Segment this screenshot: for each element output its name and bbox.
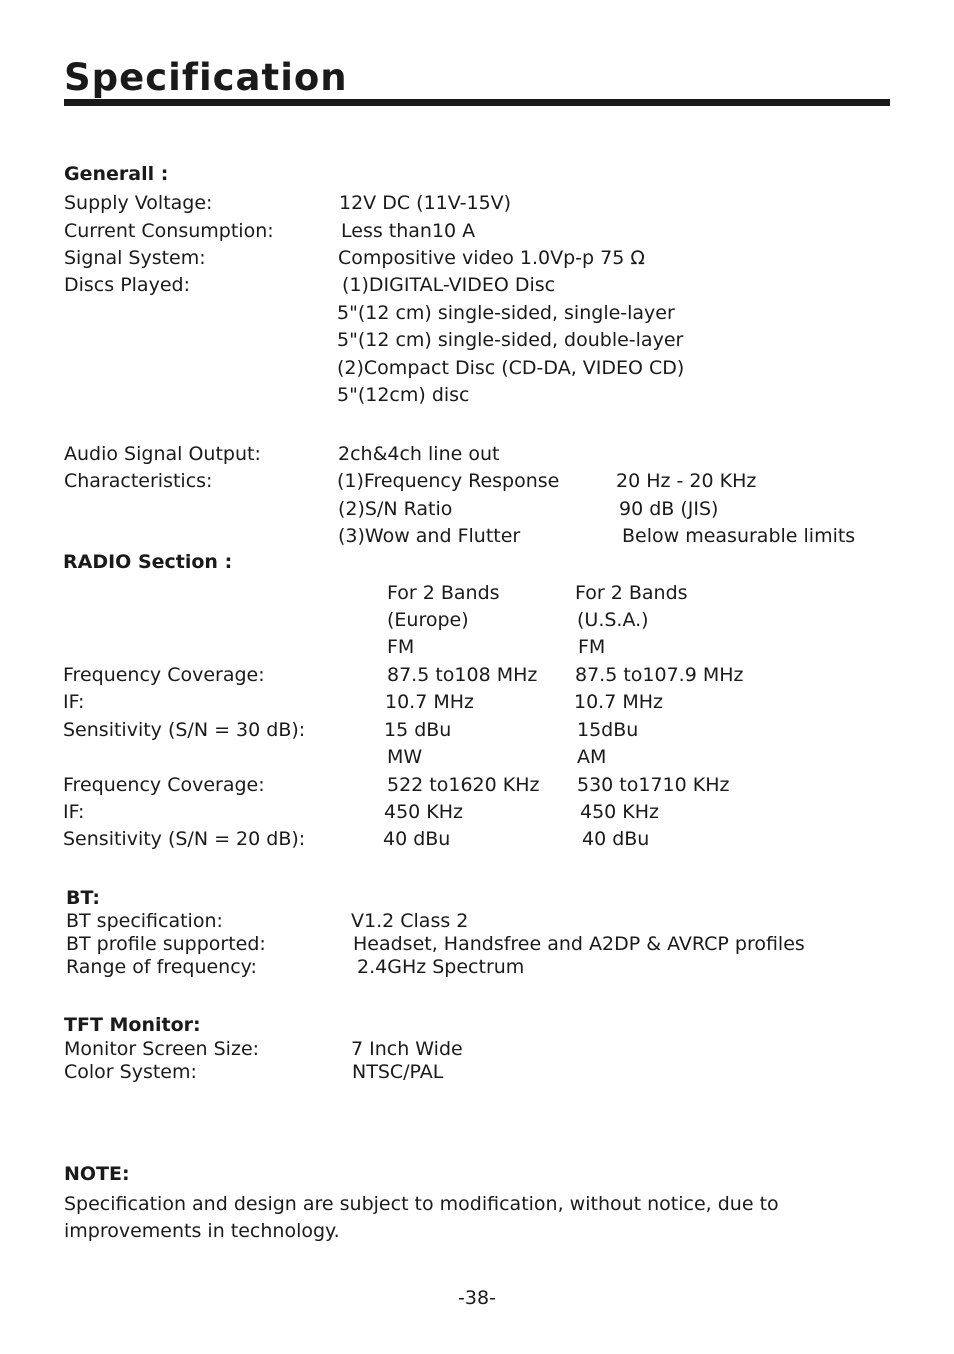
bt-row-label: Range of frequency: [66, 956, 257, 978]
bt-row-value: Headset, Handsfree and A2DP & AVRCP profiles [353, 933, 805, 955]
note-heading: NOTE: [64, 1163, 130, 1185]
note-text: improvements in technology. [64, 1220, 340, 1242]
discs-played-line: (2)Compact Disc (CD-DA, VIDEO CD) [337, 357, 685, 379]
am-row-label: Sensitivity (S/N = 20 dB): [63, 828, 306, 850]
bt-row-value: V1.2 Class 2 [351, 910, 469, 932]
page-number: -38- [458, 1287, 496, 1309]
fm-row-value-col2: 15dBu [577, 719, 639, 741]
radio-col1-region: (Europe) [387, 609, 469, 631]
fm-band-col1: FM [387, 636, 415, 658]
bt-row-value: 2.4GHz Spectrum [357, 956, 525, 978]
characteristic-name: (2)S/N Ratio [338, 498, 453, 520]
radio-heading: RADIO Section : [63, 551, 233, 573]
am-band-col2: AM [577, 746, 607, 768]
bt-row-label: BT specification: [66, 910, 223, 932]
fm-row-label: Frequency Coverage: [63, 664, 265, 686]
note-text: Specification and design are subject to modification, without notice, due to [64, 1193, 779, 1215]
signal-system-label: Signal System: [64, 247, 206, 269]
discs-played-line: 5"(12 cm) single-sided, double-layer [337, 329, 684, 351]
general-heading: Generall : [64, 163, 169, 185]
am-row-value-col2: 530 to1710 KHz [577, 774, 730, 796]
tft-row-value: NTSC/PAL [352, 1061, 444, 1083]
fm-row-value-col2: 10.7 MHz [574, 691, 663, 713]
audio-output-label: Audio Signal Output: [64, 443, 261, 465]
fm-row-label: Sensitivity (S/N = 30 dB): [63, 719, 306, 741]
radio-col1-header: For 2 Bands [387, 582, 500, 604]
supply-voltage-value: 12V DC (11V-15V) [339, 192, 512, 214]
radio-col2-header: For 2 Bands [575, 582, 688, 604]
audio-output-value: 2ch&4ch line out [338, 443, 500, 465]
characteristic-name: (3)Wow and Flutter [338, 525, 521, 547]
tft-row-value: 7 Inch Wide [351, 1038, 463, 1060]
discs-played-line: (1)DIGITAL-VIDEO Disc [342, 274, 556, 296]
title-rule [64, 99, 890, 106]
discs-played-line: 5"(12cm) disc [337, 384, 470, 406]
fm-row-value-col1: 87.5 to108 MHz [387, 664, 538, 686]
supply-voltage-label: Supply Voltage: [64, 192, 213, 214]
fm-row-value-col1: 15 dBu [384, 719, 452, 741]
characteristics-label: Characteristics: [64, 470, 213, 492]
am-row-value-col1: 40 dBu [383, 828, 451, 850]
current-consumption-value: Less than10 A [341, 220, 476, 242]
am-row-value-col2: 450 KHz [580, 801, 660, 823]
fm-row-value-col2: 87.5 to107.9 MHz [575, 664, 744, 686]
characteristic-value: 20 Hz - 20 KHz [616, 470, 757, 492]
tft-row-label: Monitor Screen Size: [64, 1038, 260, 1060]
fm-row-label: IF: [63, 691, 85, 713]
tft-heading: TFT Monitor: [64, 1014, 201, 1036]
bt-row-label: BT profile supported: [66, 933, 266, 955]
signal-system-value: Compositive video 1.0Vp-p 75 Ω [338, 247, 645, 269]
bt-heading: BT: [66, 887, 101, 909]
fm-band-col2: FM [578, 636, 606, 658]
characteristic-name: (1)Frequency Response [337, 470, 560, 492]
fm-row-value-col1: 10.7 MHz [385, 691, 474, 713]
characteristic-value: 90 dB (JIS) [619, 498, 719, 520]
characteristic-value: Below measurable limits [622, 525, 856, 547]
am-band-col1: MW [387, 746, 423, 768]
page-title: Specification [64, 56, 348, 99]
discs-played-label: Discs Played: [64, 274, 190, 296]
discs-played-line: 5"(12 cm) single-sided, single-layer [337, 302, 675, 324]
am-row-label: Frequency Coverage: [63, 774, 265, 796]
am-row-value-col2: 40 dBu [582, 828, 650, 850]
current-consumption-label: Current Consumption: [64, 220, 274, 242]
am-row-label: IF: [63, 801, 85, 823]
radio-col2-region: (U.S.A.) [577, 609, 649, 631]
am-row-value-col1: 450 KHz [384, 801, 464, 823]
tft-row-label: Color System: [64, 1061, 197, 1083]
am-row-value-col1: 522 to1620 KHz [387, 774, 540, 796]
